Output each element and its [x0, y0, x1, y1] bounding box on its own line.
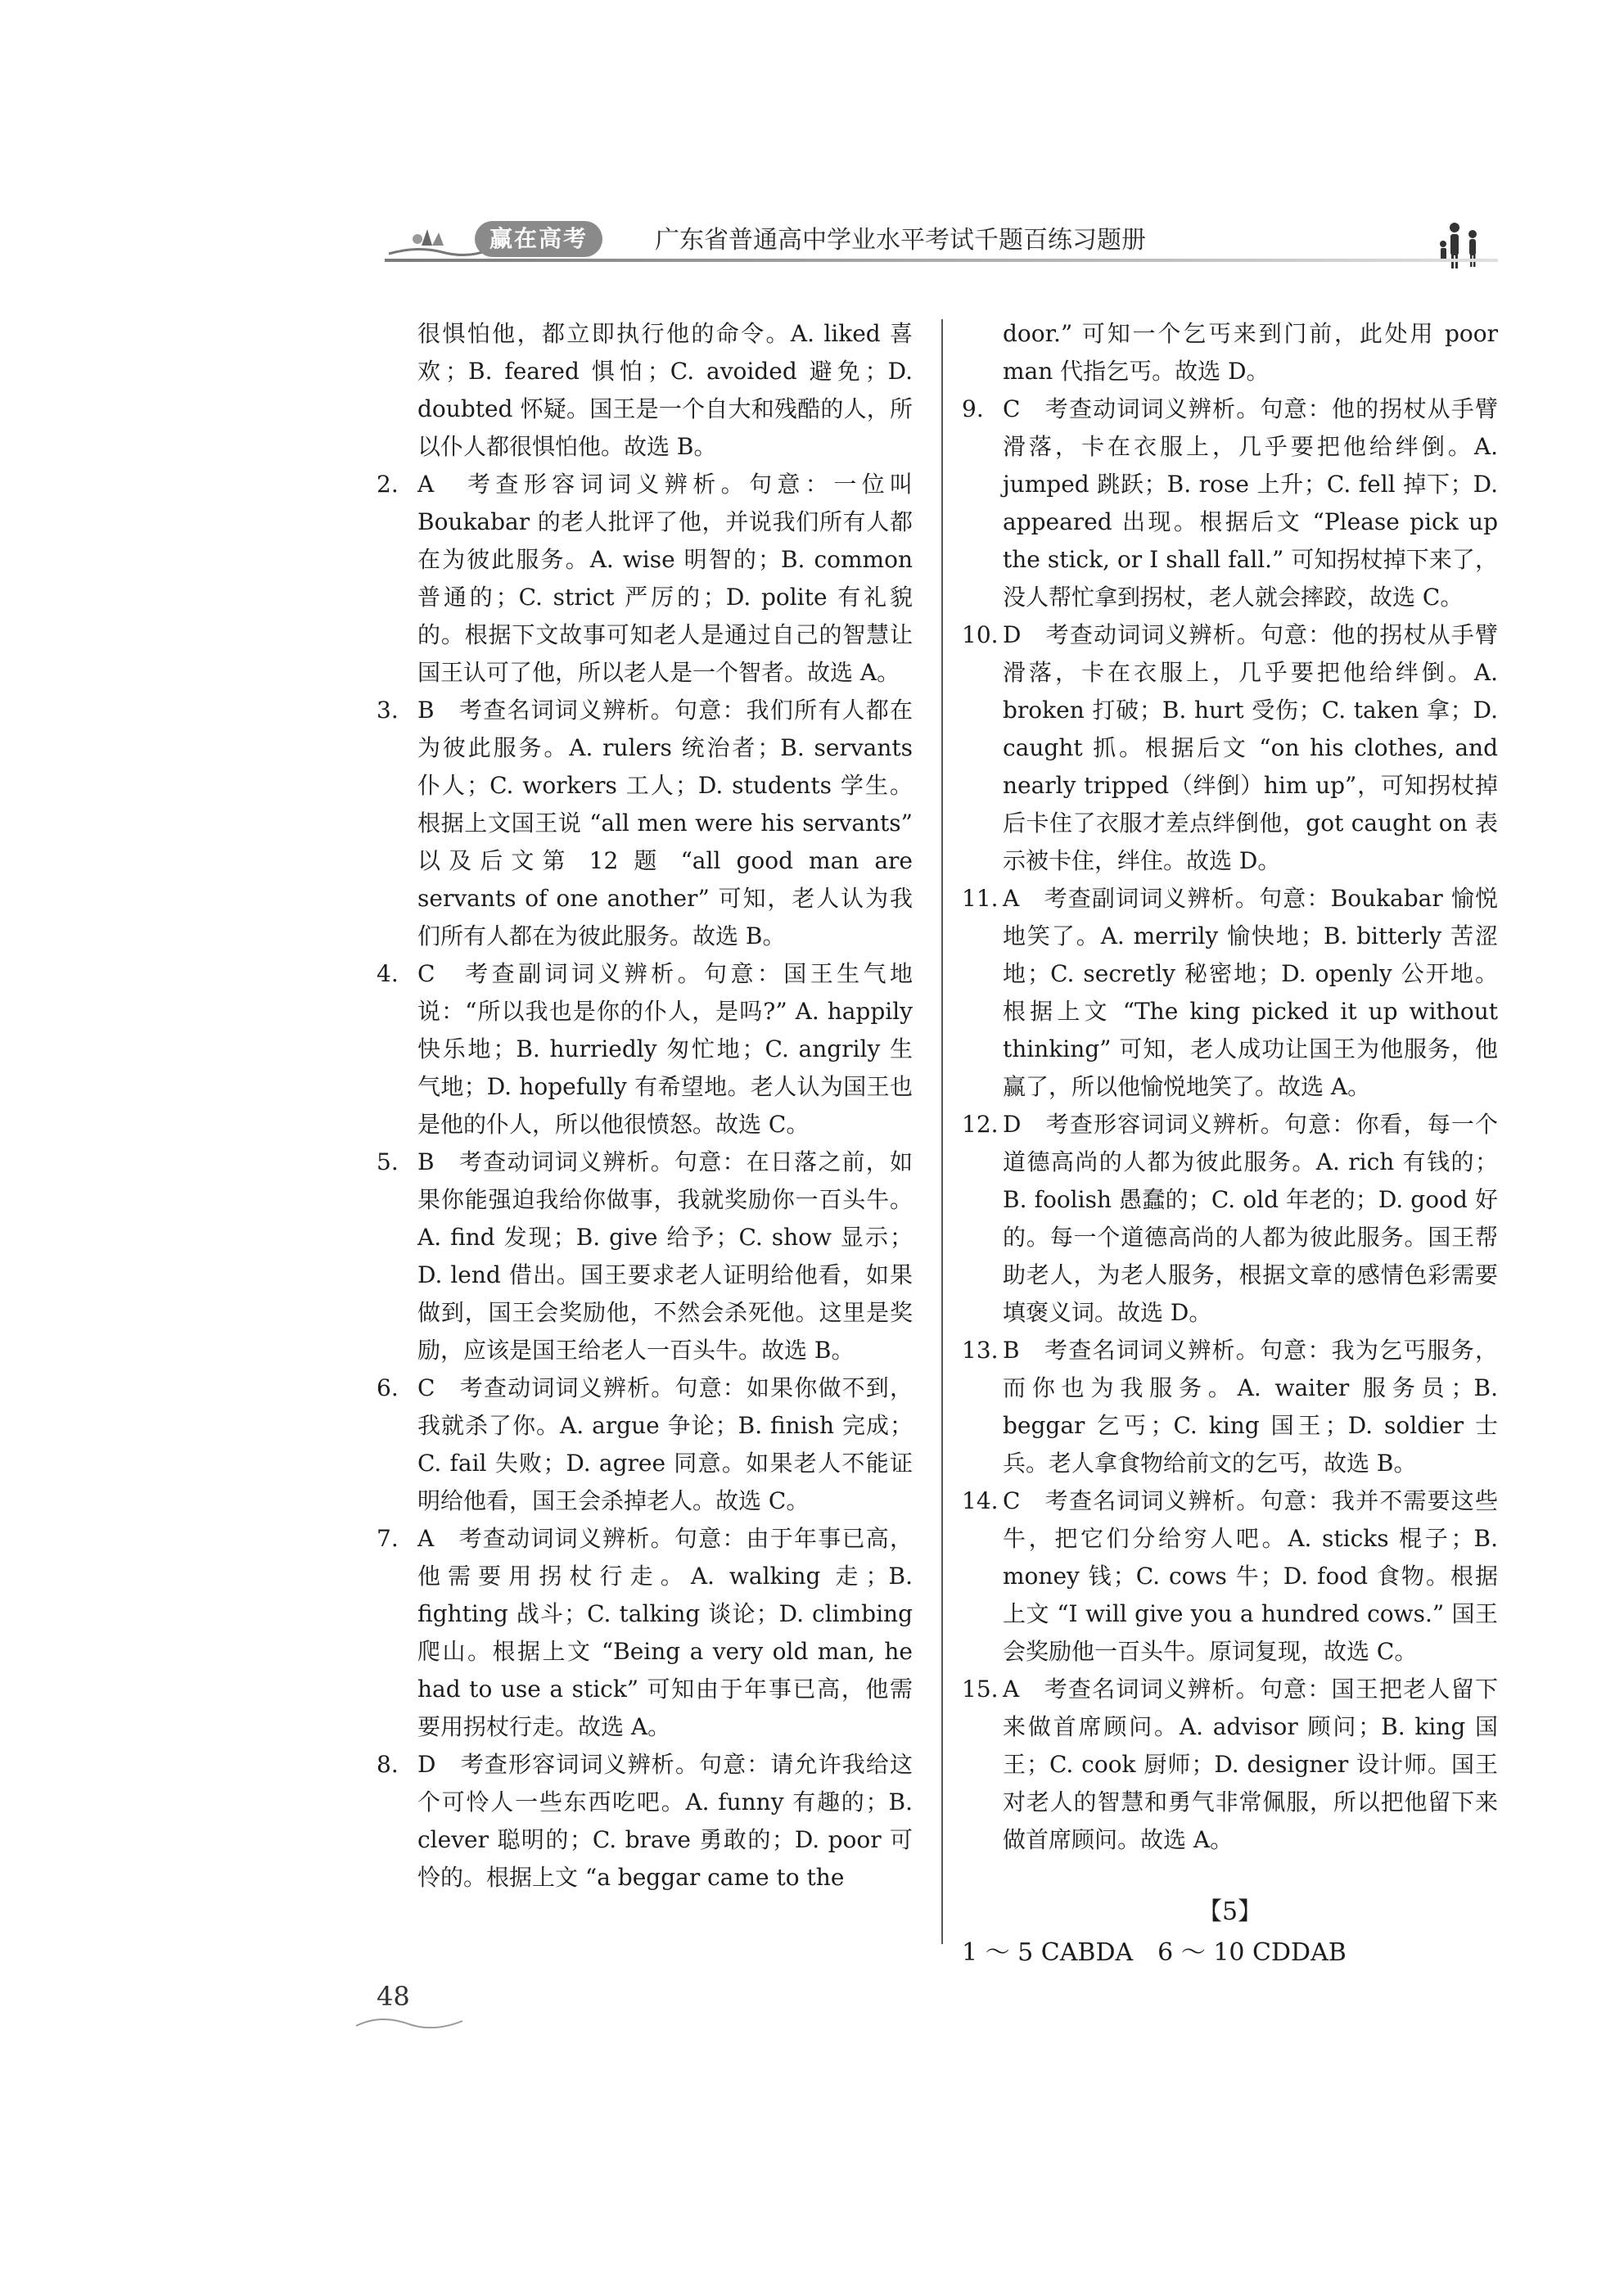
item-number: 12. — [962, 1111, 999, 1138]
section-answers: 1 ～ 5 CABDA 6 ～ 10 CDDAB — [962, 1938, 1347, 1967]
answer-item-5 — [377, 1143, 913, 1369]
header-rule — [385, 259, 1498, 262]
brand-badge: 赢在高考 — [475, 221, 602, 257]
answer-item-6 — [377, 1369, 913, 1520]
answer-item-15 — [962, 1671, 1498, 1859]
item-text: A 考查副词词义辨析。句意：Boukabar 愉悦地笑了。A. merrily 愉快地；B. bitterly 苦涩地；C. secretly 秘密地；D. openly 公开地。根据上文 “The king picked it up without thinking” 可知，老人成功让国王为他服务，他赢了，所以他愉悦地笑了。故选 A。 — [1003, 885, 1498, 1100]
right-continuation — [962, 315, 1498, 390]
item-number: 9. — [962, 395, 984, 422]
answer-item-3 — [377, 692, 913, 955]
left-column — [377, 315, 913, 1897]
book-title: 广东省普通高中学业水平考试千题百练习题册 — [655, 226, 1146, 255]
answer-item-2 — [377, 466, 913, 692]
item-text: C 考查动词词义辨析。句意：如果你做不到，我就杀了你。A. argue 争论；B. finish 完成；C. fail 失败；D. agree 同意。如果老人不能证明给他看，国王会杀掉老人。故选 C。 — [417, 1374, 913, 1514]
item-text: A 考查动词词义辨析。句意：由于年事已高，他需要用拐杖行走。A. walking 走；B. fighting 战斗；C. talking 谈论；D. climbing 爬山。根据上文 “Being a very old man, he had to use a stick” 可知由于年事已高，他需要用拐杖行走。故选 A。 — [417, 1525, 913, 1740]
left-continuation — [377, 315, 913, 466]
item-number: 7. — [377, 1525, 399, 1552]
item-text: B 考查名词词义辨析。句意：我为乞丐服务，而你也为我服务。A. waiter 服务员；B. beggar 乞丐；C. king 国王；D. soldier 士兵。老人拿食物给前文的乞丐，故选 B。 — [1003, 1337, 1498, 1477]
item-number: 13. — [962, 1337, 999, 1364]
item-text: D 考查动词词义辨析。句意：他的拐杖从手臂滑落，卡在衣服上，几乎要把他给绊倒。A. broken 打破；B. hurt 受伤；C. taken 拿；D. caught 抓。根据后文 “on his clothes, and nearly tripped（绊倒）him up”，可知拐杖掉后卡住了衣服才差点绊倒他，got caught on 表示被卡住，绊住。故选 D。 — [1003, 621, 1498, 874]
continuation-text: 很惧怕他，都立即执行他的命令。A. liked 喜欢；B. feared 惧怕；C. avoided 避免；D. doubted 怀疑。国王是一个自大和残酷的人，所以仆人都很惧怕他。故选 B。 — [417, 320, 913, 460]
item-text: B 考查动词词义辨析。句意：在日落之前，如果你能强迫我给你做事，我就奖励你一百头牛。A. find 发现；B. give 给予；C. show 显示；D. lend 借出。国王要求老人证明给他看，如果做到，国王会奖励他，不然会杀死他。这里是奖励，应该是国王给老人一百头牛。故选 B。 — [417, 1148, 913, 1364]
item-number: 15. — [962, 1676, 999, 1703]
item-text: C 考查动词词义辨析。句意：他的拐杖从手臂滑落，卡在衣服上，几乎要把他给绊倒。A. jumped 跳跃；B. rose 上升；C. fell 掉下；D. appeared 出现。根据后文 “Please pick up the stick, or I shall fall.” 可知拐杖掉下来了，没人帮忙拿到拐杖，老人就会摔跤，故选 C。 — [1003, 395, 1498, 611]
answer-item-7 — [377, 1520, 913, 1746]
answer-item-13 — [962, 1332, 1498, 1482]
answer-item-14 — [962, 1482, 1498, 1671]
item-number: 2. — [377, 471, 399, 498]
answer-item-9 — [962, 390, 1498, 616]
item-number: 5. — [377, 1148, 399, 1175]
item-text: C 考查副词词义辨析。句意：国王生气地说：“所以我也是你的仆人，是吗?” A. happily 快乐地；B. hurriedly 匆忙地；C. angrily 生气地；D. hopefully 有希望地。老人认为国王也是他的仆人，所以他很愤怒。故选 C。 — [417, 960, 913, 1138]
item-number: 14. — [962, 1487, 999, 1514]
item-text: D 考查形容词词义辨析。句意：你看，每一个道德高尚的人都为彼此服务。A. rich 有钱的；B. foolish 愚蠢的；C. old 年老的；D. good 好的。每一个道德高尚的人都为彼此服务。国王帮助老人，为老人服务，根据文章的感情色彩需要填褒义词。故选 D。 — [1003, 1111, 1498, 1326]
answer-item-11 — [962, 880, 1498, 1106]
item-number: 6. — [377, 1374, 399, 1401]
continuation-text: door.” 可知一个乞丐来到门前，此处用 poor man 代指乞丐。故选 D。 — [1003, 320, 1498, 385]
answer-item-4 — [377, 955, 913, 1143]
item-number: 3. — [377, 697, 399, 724]
item-number: 4. — [377, 960, 399, 987]
column-divider — [941, 319, 943, 1944]
answer-item-12 — [962, 1106, 1498, 1332]
answer-item-8 — [377, 1746, 913, 1897]
item-number: 8. — [377, 1751, 399, 1778]
item-text: A 考查形容词词义辨析。句意：一位叫 Boukabar 的老人批评了他，并说我们所有人都在为彼此服务。A. wise 明智的；B. common 普通的；C. strict 严厉的；D. polite 有礼貌的。根据下文故事可知老人是通过自己的智慧让国王认可了他，所以老人是一个智者。故选 A。 — [417, 471, 913, 686]
item-number: 10. — [962, 621, 999, 648]
item-text: C 考查名词词义辨析。句意：我并不需要这些牛，把它们分给穷人吧。A. sticks 棍子；B. money 钱；C. cows 牛；D. food 食物。根据上文 “I will give you a hundred cows.” 国王会奖励他一百头牛。原词复现，故选 C。 — [1003, 1487, 1498, 1665]
answer-item-10 — [962, 616, 1498, 880]
item-number: 11. — [962, 885, 999, 912]
page-number: 48 — [377, 1981, 410, 2012]
family-icon — [1437, 216, 1494, 273]
footer-ornament-icon — [352, 2010, 467, 2034]
right-column — [962, 315, 1498, 1973]
item-text: A 考查名词词义辨析。句意：国王把老人留下来做首席顾问。A. advisor 顾问；B. king 国王；C. cook 厨师；D. designer 设计师。国王对老人的智慧和勇气非常佩服，所以把他留下来做首席顾问。故选 A。 — [1003, 1676, 1498, 1853]
item-text: B 考查名词词义辨析。句意：我们所有人都在为彼此服务。A. rulers 统治者；B. servants 仆人；C. workers 工人；D. students 学生。根据上文国王说 “all men were his servants” 以及后文第 12 题 “all good man are servants of one another” 可知，老人认为我们所有人都在为彼此服务。故选 B。 — [417, 697, 913, 950]
section-title: 【5】 — [1197, 1897, 1263, 1926]
item-text: D 考查形容词词义辨析。句意：请允许我给这个可怜人一些东西吃吧。A. funny 有趣的；B. clever 聪明的；C. brave 勇敢的；D. poor 可怜的。根据上文 “a beggar came to the — [417, 1751, 913, 1891]
